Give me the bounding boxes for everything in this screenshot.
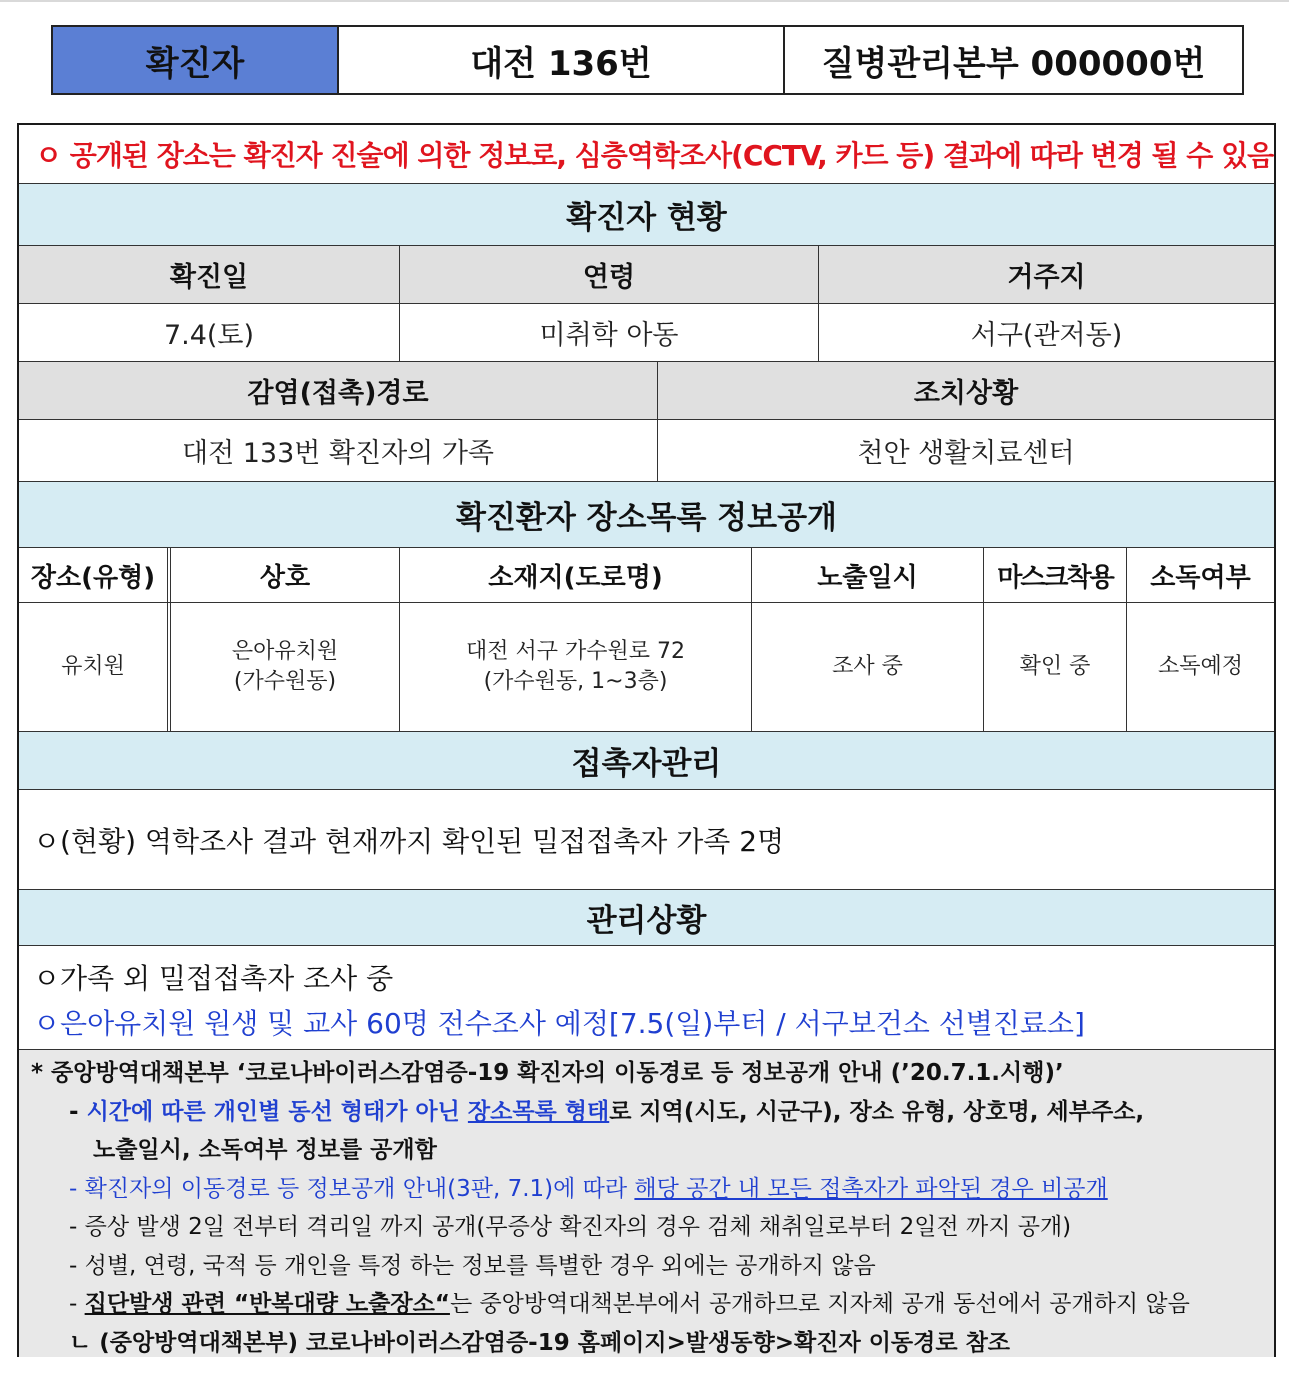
notes-line-1: [19, 1093, 1274, 1132]
disclaimer-notice: ㅇ 공개된 장소는 확진자 진술에 의한 정보로, 심층역학조사(CCTV, 카드 등) 결과에 따라 변경 될 수 있음: [35, 139, 1274, 172]
address-line2: (가수원동, 1~3층): [483, 669, 668, 694]
notes-line-1-blue: 시간에 따른 개인별 동선 형태가 아닌: [86, 1098, 468, 1125]
col-exposure-time: 노출일시: [751, 548, 983, 602]
contacts-row: [19, 789, 1274, 889]
notes-line-4: - 증상 발생 2일 전부터 격리일 까지 공개(무증상 확진자의 경우 검체 채취일로부터 2일전 까지 공개): [69, 1214, 1072, 1240]
top-divider: [0, 0, 1289, 2]
places-data-row: [19, 602, 1274, 731]
contacts-title-row: [19, 731, 1274, 789]
contacts-title: 접촉자관리: [571, 746, 722, 782]
kdca-number: 질병관리본부 000000번: [821, 43, 1206, 84]
notes-line-5: - 성별, 연령, 국적 등 개인을 특정 하는 정보를 특별한 경우 외에는 공개하지 않음: [69, 1252, 876, 1279]
header-age: 연령: [399, 246, 818, 303]
management-title-row: [19, 889, 1274, 945]
address: [399, 603, 751, 731]
case-number: 대전 136번: [339, 27, 785, 93]
management-title: 관리상황: [586, 903, 707, 939]
status-title: 확진자 현황: [566, 200, 727, 236]
col-mask: 마스크착용: [983, 548, 1126, 602]
action-status: 천안 생활치료센터: [657, 420, 1274, 481]
notes-line-2: 노출일시, 소독여부 정보를 공개함: [93, 1137, 437, 1163]
header-infection-route: 감염(접촉)경로: [247, 378, 429, 409]
notes-line-6-rest: 는 중앙방역대책본부에서 공개하므로 지자체 공개 동선에서 공개하지 않음: [449, 1291, 1190, 1317]
col-place-type: 장소(유형): [30, 562, 156, 593]
notes-line-1-underline: 장소목록 형태: [467, 1098, 610, 1125]
notes-line-3-underline: 해당 공간 내 모든 접촉자가 파악된 경우 비공개: [634, 1175, 1108, 1202]
notes-line-6-bold: 집단발생 관련 “반복대량 노출장소“: [84, 1291, 450, 1317]
status-title-row: [19, 183, 1274, 245]
col-address: 소재지(도로명): [399, 548, 751, 602]
notes-line-3: [19, 1170, 1274, 1209]
contacts-text: ㅇ(현황) 역학조사 결과 현재까지 확인된 밀접접촉자 가족 2명: [33, 824, 785, 858]
header-residence: 거주지: [818, 246, 1274, 303]
management-line-1: ㅇ가족 외 밀접접촉자 조사 중: [33, 962, 394, 995]
age: 미취학 아동: [399, 304, 818, 361]
notes-line-1-rest: 로 지역(시도, 시군구), 장소 유형, 상호명, 세부주소,: [609, 1098, 1145, 1125]
place-type: 유치원: [61, 654, 125, 679]
address-line1: 대전 서구 가수원로 72: [466, 639, 685, 664]
notes-line-7: ㄴ (중앙방역대책본부) 코로나바이러스감염증-19 홈페이지>발생동향>확진자 이동경로 참조: [69, 1329, 1011, 1356]
management-line-2: ㅇ은아유치원 원생 및 교사 60명 전수조사 예정[7.5(일)부터 / 서구보건소 선별진료소]: [33, 1007, 1085, 1040]
mask-status: 확인 중: [983, 603, 1126, 731]
disinfection-status: 소독예정: [1126, 603, 1274, 731]
infection-route: 대전 133번 확진자의 가족: [181, 438, 495, 469]
business-name-line1: 은아유치원: [231, 639, 339, 664]
header-bar: [51, 25, 1244, 95]
col-disinfection: 소독여부: [1126, 548, 1274, 602]
header-confirm-date: 확진일: [169, 262, 249, 293]
places-header-row: [19, 547, 1274, 602]
notes-line-3-blue: - 확진자의 이동경로 등 정보공개 안내(3판, 7.1)에 따라: [69, 1175, 635, 1202]
exposure-time: 조사 중: [751, 603, 983, 731]
management-row: [19, 945, 1274, 1049]
places-title-row: [19, 481, 1274, 547]
notes-section: [19, 1049, 1274, 1357]
business-name-line2: (가수원동): [233, 669, 337, 694]
header-action-status: 조치상황: [657, 362, 1274, 419]
status-value-row: [19, 303, 1274, 361]
col-business-name: 상호: [167, 548, 399, 602]
business-name: [167, 603, 399, 731]
notes-line-1-prefix: -: [69, 1098, 87, 1125]
residence: 서구(관저동): [818, 304, 1274, 361]
status-header-row-2: [19, 361, 1274, 419]
places-title: 확진환자 장소목록 정보공개: [456, 500, 837, 536]
status-value-row-2: [19, 419, 1274, 481]
header-label: 확진자: [53, 27, 339, 93]
status-header-row: [19, 245, 1274, 303]
notes-main: * 중앙방역대책본부 ‘코로나바이러스감염증-19 확진자의 이동경로 등 정보공개 안내 (’20.7.1.시행)’: [31, 1060, 1064, 1086]
notice-row: [19, 125, 1274, 183]
notes-line-6-prefix: -: [69, 1291, 85, 1317]
confirm-date: 7.4(토): [163, 320, 255, 351]
case-report-table: [17, 123, 1276, 1357]
notes-line-6: [19, 1285, 1274, 1324]
